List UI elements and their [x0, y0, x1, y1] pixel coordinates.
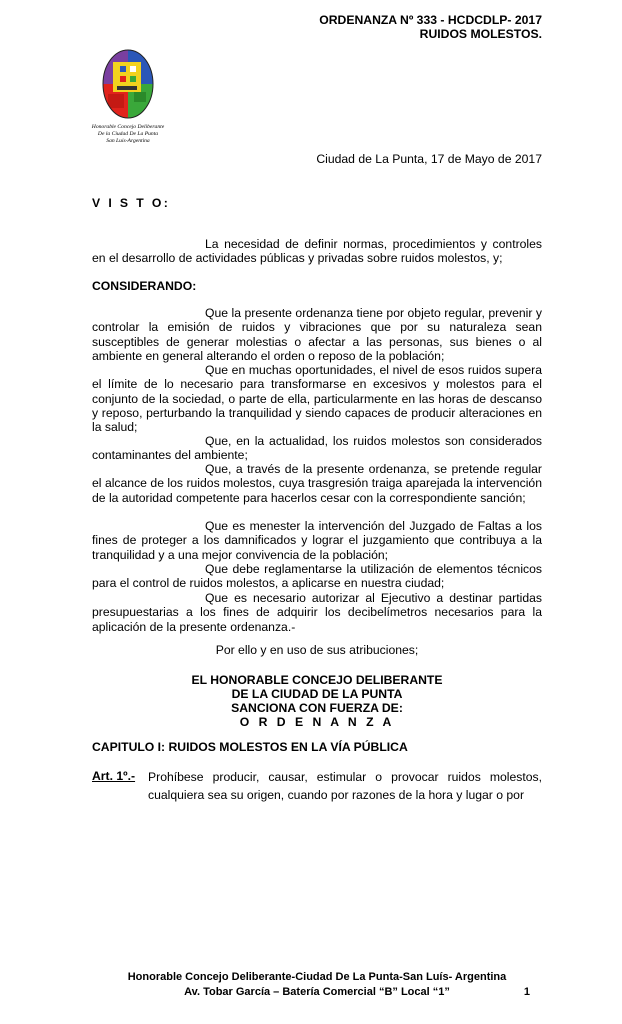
- council-title: EL HONORABLE CONCEJO DELIBERANTE: [191, 673, 443, 687]
- article-1-text: Prohíbese producir, causar, estimular o provocar ruidos molestos, cualquiera sea su origen, cuando por razones de la hora y lugar o por: [148, 770, 542, 802]
- considerando-paragraph-5: Que es menester la intervención del Juzgado de Faltas a los fines de proteger a los damnificados y lograr el juzgamiento que contribuya a la tranquilidad y a una mejor convivencia de la población;: [92, 519, 542, 562]
- considerando-heading: CONSIDERANDO:: [92, 279, 197, 293]
- por-ello-text: Por ello y en uso de sus atribuciones;: [215, 643, 419, 657]
- considerando-paragraph-3: Que, en la actualidad, los ruidos molestos son considerados contaminantes del ambiente;: [92, 434, 542, 463]
- document-date: Ciudad de La Punta, 17 de Mayo de 2017: [316, 152, 542, 166]
- article-1-label: Art. 1º.-: [92, 769, 136, 783]
- logo-caption-line-3: San Luis-Argentina: [106, 138, 150, 144]
- ordinance-subject: RUIDOS MOLESTOS.: [419, 27, 542, 41]
- sanciona-title: SANCIONA CON FUERZA DE:: [231, 701, 403, 715]
- page-number: 1: [523, 986, 530, 998]
- footer-institution: Honorable Concejo Deliberante-Ciudad De La Punta-San Luís- Argentina: [127, 971, 507, 983]
- logo-caption-line-2: De la Ciudad De La Punta: [97, 131, 159, 137]
- visto-heading: V I S T O:: [92, 196, 171, 210]
- footer-address: Av. Tobar García – Batería Comercial “B” Local “1”: [184, 986, 450, 998]
- ordenanza-title: O R D E N A N Z A: [239, 715, 395, 729]
- chapter-heading: CAPITULO I: RUIDOS MOLESTOS EN LA VÍA PÚBLICA: [92, 740, 408, 754]
- city-title: DE LA CIUDAD DE LA PUNTA: [231, 687, 403, 701]
- council-logo: [96, 44, 160, 124]
- ordinance-number: ORDENANZA Nº 333 - HCDCDLP- 2017: [319, 13, 542, 27]
- considerando-paragraph-7: Que es necesario autorizar al Ejecutivo a destinar partidas presupuestarias a los fines de adquirir los decibelímetros necesarios para la aplicación de la presente ordenanza.-: [92, 591, 542, 634]
- considerando-paragraph-4: Que, a través de la presente ordenanza, se pretende regular el alcance de los ruidos molestos, cuya trasgresión traiga aparejada la intervención de la autoridad competente para hacerlos cesar con la correspondiente sanción;: [92, 462, 542, 505]
- considerando-paragraph-1: Que la presente ordenanza tiene por objeto regular, prevenir y controlar la emisión de ruidos y vibraciones que por su naturaleza sean susceptibles de generar molestias o afectar a las personas, sus bienes o al ambiente en general alterando el orden o reposo de la población;: [92, 306, 542, 363]
- considerando-paragraph-2: Que en muchas oportunidades, el nivel de esos ruidos supera el límite de lo necesario para transformarse en excesivos y molestos para el conjunto de la sociedad, o parte de ella, particularmente en las horas de descanso y reposo, perturbando la tranquilidad y siendo capaces de producir alteraciones en la salud;: [92, 363, 542, 435]
- visto-text: La necesidad de definir normas, procedimientos y controles en el desarrollo de actividades públicas y privadas sobre ruidos molestos, y;: [92, 237, 542, 266]
- considerando-paragraph-6: Que debe reglamentarse la utilización de elementos técnicos para el control de ruidos molestos, a aplicarse en nuestra ciudad;: [92, 562, 542, 591]
- logo-caption-line-1: Honorable Concejo Deliberante: [91, 124, 165, 130]
